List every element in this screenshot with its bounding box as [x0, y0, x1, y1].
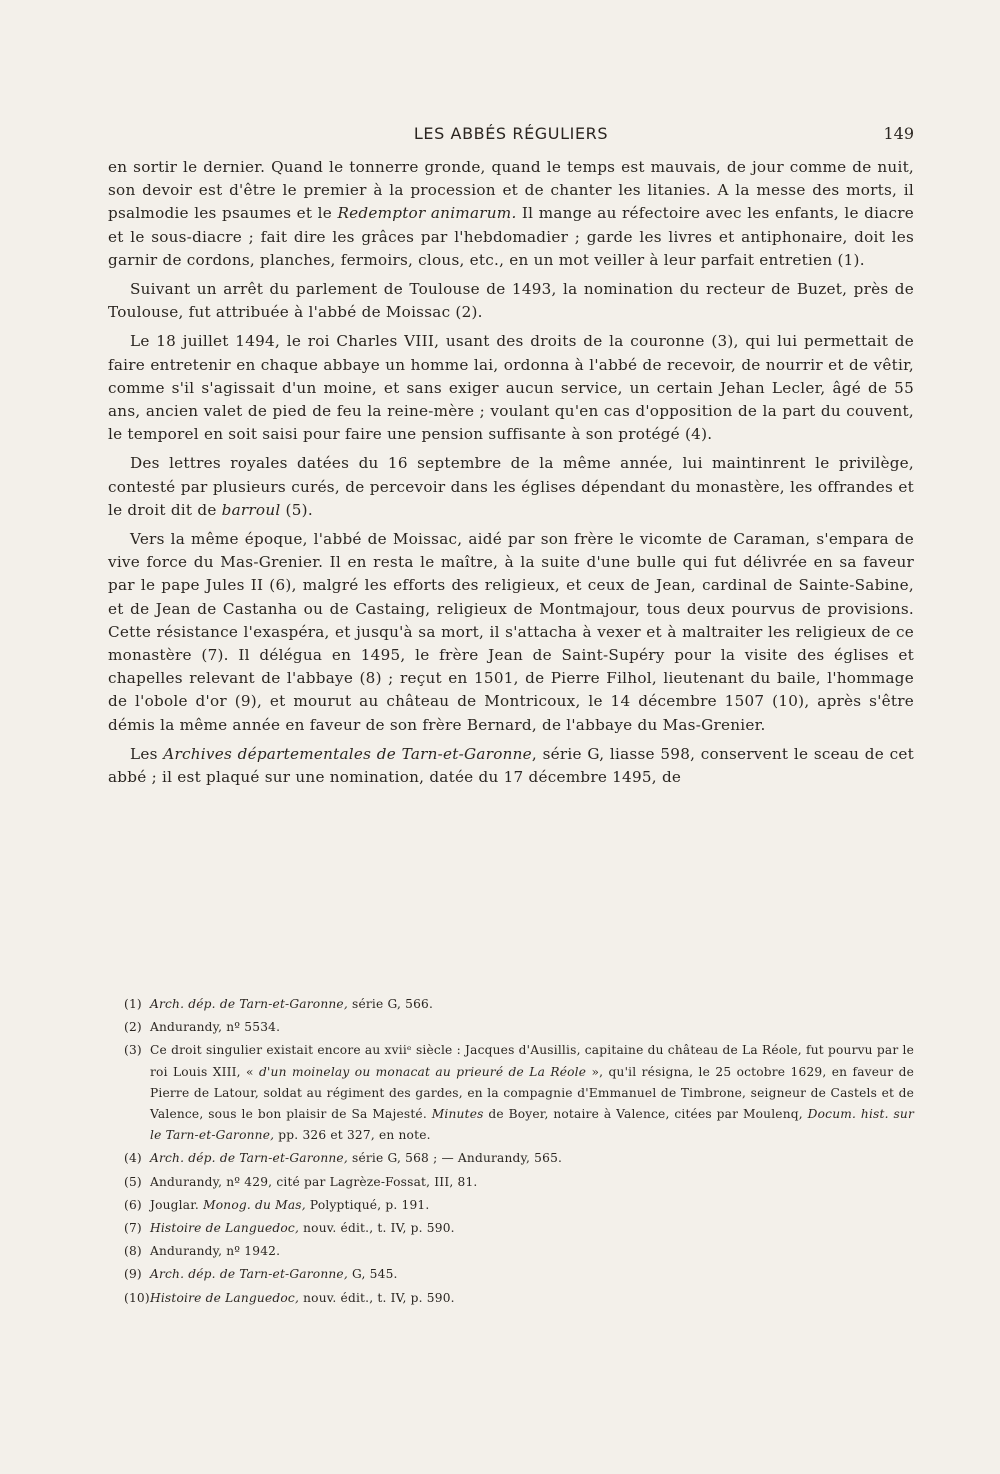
footnote-number: (9)	[124, 1267, 142, 1282]
running-head	[108, 124, 914, 150]
footnotes	[124, 994, 914, 1311]
paragraph-6-text-a: Les	[130, 744, 164, 763]
footnote-text: Andurandy, nº 1942.	[150, 1244, 281, 1259]
footnote-number: (6)	[124, 1197, 142, 1212]
footnote-4	[124, 1148, 914, 1169]
footnote-text: Andurandy, nº 429, cité par Lagrèze-Fossat, III, 81.	[150, 1174, 478, 1189]
footnote-number: (4)	[124, 1151, 142, 1166]
footnote-10	[124, 1288, 914, 1309]
paragraph-1	[108, 156, 914, 272]
paragraph-4	[108, 452, 914, 522]
footnote-text: nouv. édit., t. IV, p. 590.	[299, 1290, 455, 1305]
footnote-italic: Monog. du Mas,	[203, 1197, 306, 1212]
footnote-number: (3)	[124, 1043, 142, 1058]
footnote-number: (2)	[124, 1020, 142, 1035]
footnote-text: nouv. édit., t. IV, p. 590.	[299, 1221, 455, 1236]
footnote-number: (5)	[124, 1174, 142, 1189]
footnote-italic: Histoire de Languedoc,	[150, 1221, 300, 1236]
footnote-italic: Arch. dép. de Tarn-et-Garonne,	[150, 997, 348, 1011]
paragraph-6-text-b: , série G, liasse 598, conservent le sceau de cet abbé ; il est plaqué sur une nomination, datée du 17 décembre 1495, de	[108, 744, 914, 787]
footnote-number: (7)	[124, 1221, 142, 1236]
paragraph-6-italic: Archives départementales de Tarn-et-Garonne	[163, 744, 532, 763]
paragraph-3: Le 18 juillet 1494, le roi Charles VIII, usant des droits de la couronne (3), qui lui permettait de faire entretenir en chaque abbaye un homme lai, ordonna à l'abbé de recevoir, de nourrir et de vêtir, comme s'il s'agissait d'un moine, et sans exiger aucun service, un certain Jehan Lecler, âgé de 55 ans, ancien valet de pied de feu la reine-mère ; voulant qu'en cas d'opposition de la part du couvent, le temporel en soit saisi pour faire une pension suffisante à son protégé (4).	[108, 332, 914, 444]
footnote-text: », qu'il résigna, le 25 octobre 1629, en faveur de Pierre de Latour, soldat au régiment des gardes, en la compagnie d'Emmanuel de Timbrone, seigneur de Castels et de Valence, sous le bon plaisir de Sa Majesté.	[150, 1064, 914, 1122]
paragraph-5: Vers la même époque, l'abbé de Moissac, aidé par son frère le vicomte de Caraman, s'empara de vive force du Mas-Grenier. Il en resta le maître, à la suite d'une bulle qui fut délivrée en sa faveur par le pape Jules II (6), malgré les efforts des religieux, et ceux de Jean, cardinal de Sainte-Sabine, et de Jean de Castanha ou de Castaing, religieux de Montmajour, tous deux pourvus de provisions. Cette résistance l'exaspéra, et jusqu'à sa mort, il s'attacha à vexer et à maltraiter les religieux de ce monastère (7). Il délégua en 1495, le frère Jean de Saint-Supéry pour la visite des églises et chapelles relevant de l'abbaye (8) ; reçut en 1501, de Pierre Filhol, lieutenant du baile, l'hommage de l'obole d'or (9), et mourut au château de Montricoux, le 14 décembre 1507 (10), après s'être démis la même année en faveur de son frère Bernard, de l'abbaye du Mas-Grenier.	[108, 530, 914, 734]
running-title: LES ABBÉS RÉGULIERS	[413, 124, 609, 143]
footnote-text: Ce droit singulier existait encore au xviiᵉ siècle : Jacques d'Ausillis, capitaine du château de La Réole, fut pourvu par le roi Louis XIII, «	[150, 1043, 914, 1079]
footnote-number: (1)	[124, 997, 142, 1011]
footnote-7	[124, 1218, 914, 1239]
footnote-text: G, 545.	[347, 1267, 398, 1282]
footnote-text: Andurandy, nº 5534.	[150, 1020, 281, 1035]
paragraph-1-italic: Redemptor animarum.	[337, 204, 517, 223]
page-number: 149	[883, 124, 914, 143]
footnote-text: Polyptiqué, p. 191.	[305, 1197, 430, 1212]
body-text	[108, 156, 914, 795]
paragraph-4-text-b: (5).	[280, 500, 313, 519]
paragraph-1-text-b: Il mange au réfectoire avec les enfants, le diacre et le sous-diacre ; fait dire les grâces par l'hebdomadier ; garde les livres et antiphonaire, doit les garnir de cordons, planches, fermoirs, clous, etc., en un mot veiller à leur parfait entretien (1).	[108, 204, 914, 269]
footnote-text: Jouglar.	[150, 1197, 204, 1212]
paragraph-2: Suivant un arrêt du parlement de Toulouse de 1493, la nomination du recteur de Buzet, près de Toulouse, fut attribuée à l'abbé de Moissac (2).	[108, 280, 914, 322]
footnote-number: (10)	[124, 1290, 150, 1305]
footnote-1	[124, 994, 914, 1015]
footnote-text: série G, 568 ; — Andurandy, 565.	[347, 1151, 563, 1166]
footnote-italic: d'un moinelay ou monacat au prieuré de La Réole	[259, 1064, 587, 1079]
footnote-5	[124, 1172, 914, 1193]
paragraph-4-italic: barroul	[221, 500, 281, 519]
footnote-text: pp. 326 et 327, en note.	[274, 1128, 431, 1143]
footnote-italic: Minutes	[431, 1107, 484, 1122]
footnote-italic: Arch. dép. de Tarn-et-Garonne,	[150, 1267, 348, 1282]
footnote-6	[124, 1195, 914, 1216]
footnote-3	[124, 1040, 914, 1146]
footnote-8	[124, 1241, 914, 1262]
footnote-text: série G, 566.	[347, 997, 434, 1011]
footnote-italic: Histoire de Languedoc,	[150, 1290, 300, 1305]
paragraph-6	[108, 743, 914, 789]
paragraph-4-text-a: Des lettres royales datées du 16 septembre de la même année, lui maintinrent le privilège, contesté par plusieurs curés, de percevoir dans les églises dépendant du monastère, les offrandes et le droit dit de	[108, 454, 914, 519]
footnote-2	[124, 1017, 914, 1038]
footnote-italic: Arch. dép. de Tarn-et-Garonne,	[150, 1151, 348, 1166]
footnote-text: de Boyer, notaire à Valence, citées par Moulenq,	[483, 1107, 808, 1122]
footnote-9	[124, 1264, 914, 1285]
footnote-italic: Docum. hist. sur le Tarn-et-Garonne,	[150, 1107, 915, 1143]
footnote-number: (8)	[124, 1244, 142, 1259]
paragraph-1-text-a: en sortir le dernier. Quand le tonnerre gronde, quand le temps est mauvais, de jour comme de nuit, son devoir est d'être le premier à la procession et de chanter les litanies. A la messe des morts, il psalmodie les psaumes et le	[108, 158, 914, 223]
